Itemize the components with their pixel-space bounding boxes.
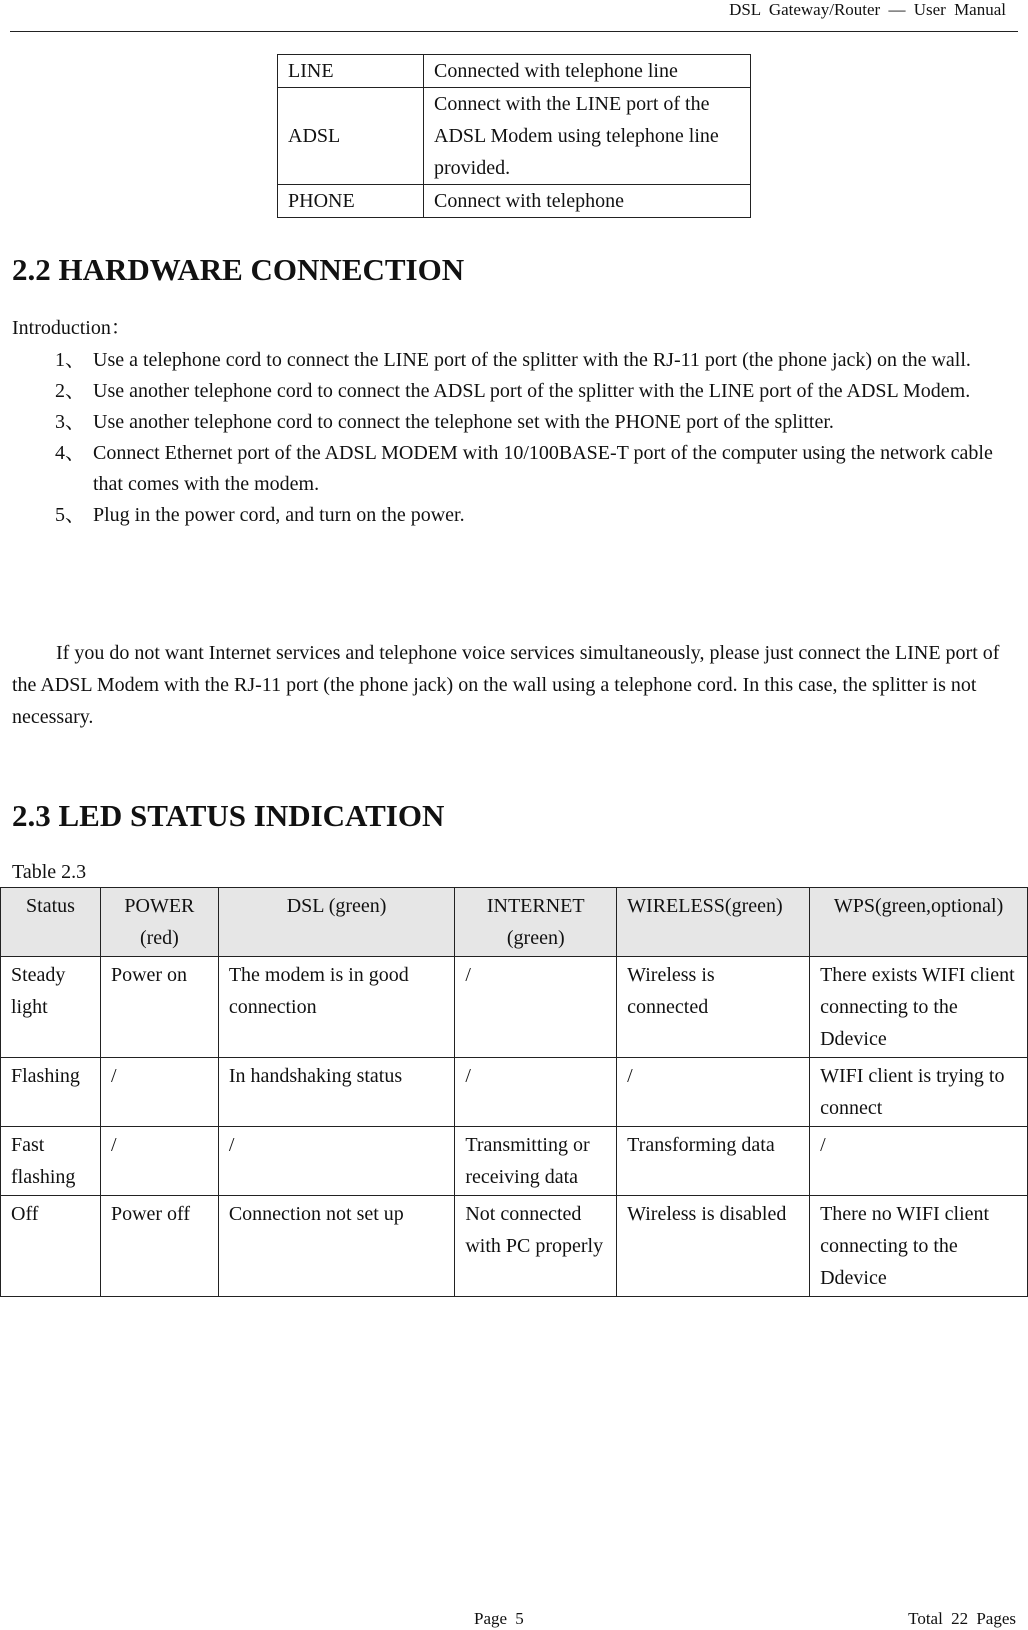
step-text: Connect Ethernet port of the ADSL MODEM with 10/100BASE-T port of the computer using the network cable that comes with the modem.	[93, 442, 993, 495]
table-cell: Wireless is connected	[617, 957, 810, 1058]
table-cell: /	[100, 1058, 218, 1127]
table-row	[1, 1058, 1028, 1127]
list-item	[55, 407, 995, 438]
table-cell: Steady light	[1, 957, 101, 1058]
table-cell: Flashing	[1, 1058, 101, 1127]
step-number: 5、	[55, 504, 85, 526]
table-cell: /	[100, 1127, 218, 1196]
list-item	[55, 345, 995, 376]
table-row	[278, 185, 751, 218]
table-row	[278, 88, 751, 185]
page-number: Page 5	[474, 1609, 524, 1628]
connection-steps	[55, 345, 995, 531]
table-cell: /	[455, 957, 617, 1058]
table-cell: /	[810, 1127, 1028, 1196]
port-name: ADSL	[278, 88, 424, 185]
table-row	[278, 55, 751, 88]
table-cell: Power off	[100, 1196, 218, 1297]
table-cell: /	[218, 1127, 455, 1196]
column-header: INTERNET (green)	[455, 888, 617, 957]
table-cell: Off	[1, 1196, 101, 1297]
running-header: DSL Gateway/Router — User Manual	[729, 0, 1006, 19]
list-item	[55, 438, 995, 500]
table-cell: Not connected with PC properly	[455, 1196, 617, 1297]
splitter-note: If you do not want Internet services and telephone voice services simultaneously, please just connect the LINE port of the ADSL Modem with the RJ-11 port (the phone jack) on the wall using a telephone cord. In this case, the splitter is not necessary.	[12, 642, 1000, 728]
table-cell: There exists WIFI client connecting to the Ddevice	[810, 957, 1028, 1058]
port-name: PHONE	[278, 185, 424, 218]
table-cell: /	[455, 1058, 617, 1127]
column-header: WPS(green,optional)	[810, 888, 1028, 957]
step-text: Use a telephone cord to connect the LINE port of the splitter with the RJ-11 port (the phone jack) on the wall.	[93, 349, 971, 371]
table-header-row	[1, 888, 1028, 957]
step-number: 1、	[55, 349, 85, 371]
table-cell: WIFI client is trying to connect	[810, 1058, 1028, 1127]
table-cell: /	[617, 1058, 810, 1127]
column-header: DSL (green)	[218, 888, 455, 957]
table-cell: Fast flashing	[1, 1127, 101, 1196]
step-number: 2、	[55, 380, 85, 402]
table-caption: Table 2.3	[12, 861, 87, 883]
page-total: Total 22 Pages	[908, 1609, 1016, 1628]
step-text: Use another telephone cord to connect the ADSL port of the splitter with the LINE port of the ADSL Modem.	[93, 380, 971, 402]
step-number: 3、	[55, 411, 85, 433]
table-cell: Connection not set up	[218, 1196, 455, 1297]
header-rule	[10, 31, 1018, 32]
table-row	[1, 1127, 1028, 1196]
column-header: POWER (red)	[100, 888, 218, 957]
port-desc: Connected with telephone line	[424, 55, 751, 88]
list-item	[55, 500, 995, 531]
table-cell: The modem is in good connection	[218, 957, 455, 1058]
section-heading-led: 2.3 LED STATUS INDICATION	[12, 798, 445, 833]
table-cell: Transmitting or receiving data	[455, 1127, 617, 1196]
column-header: Status	[1, 888, 101, 957]
table-row	[1, 1196, 1028, 1297]
step-text: Plug in the power cord, and turn on the power.	[93, 504, 465, 526]
list-item	[55, 376, 995, 407]
table-cell: Power on	[100, 957, 218, 1058]
step-text: Use another telephone cord to connect the telephone set with the PHONE port of the splitter.	[93, 411, 834, 433]
ports-table	[277, 54, 751, 218]
section-heading-hardware: 2.2 HARDWARE CONNECTION	[12, 252, 465, 287]
table-cell: In handshaking status	[218, 1058, 455, 1127]
table-cell: There no WIFI client connecting to the Ddevice	[810, 1196, 1028, 1297]
port-name: LINE	[278, 55, 424, 88]
step-number: 4、	[55, 442, 85, 464]
intro-label: Introduction：	[12, 317, 131, 339]
port-desc: Connect with the LINE port of the ADSL Modem using telephone line provided.	[424, 88, 751, 185]
port-desc: Connect with telephone	[424, 185, 751, 218]
table-cell: Wireless is disabled	[617, 1196, 810, 1297]
table-cell: Transforming data	[617, 1127, 810, 1196]
table-row	[1, 957, 1028, 1058]
led-status-table	[0, 887, 1028, 1297]
column-header: WIRELESS(green)	[617, 888, 810, 957]
